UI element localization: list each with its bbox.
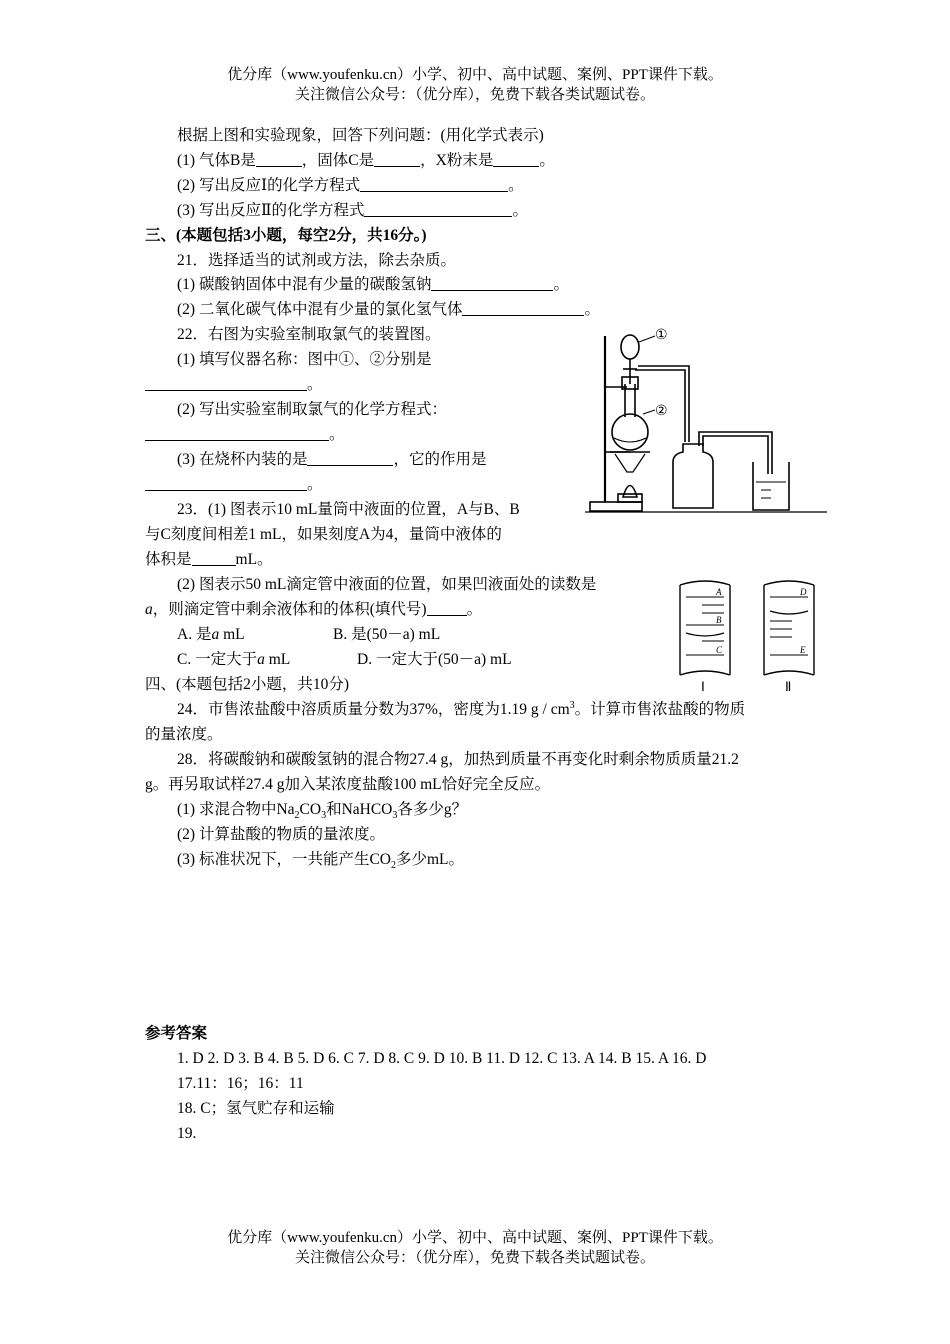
- q23-option-c: C. 一定大于a mL: [177, 651, 291, 668]
- q20-intro: 根据上图和实验现象，回答下列问题：(用化学式表示): [177, 127, 544, 144]
- q22-part3-answer: 。: [145, 474, 323, 496]
- q22-stem: 22．右图为实验室制取氯气的装置图。: [177, 326, 441, 343]
- label-2: ②: [655, 403, 668, 419]
- q23-option-b: B. 是(50－a) mL: [333, 626, 441, 643]
- q20-part2: (2) 写出反应Ⅰ的化学方程式 。: [177, 177, 524, 194]
- header-line-2: 关注微信公众号：（优分库），免费下载各类试题试卷。: [294, 87, 655, 103]
- mark-d: D: [800, 587, 807, 597]
- answers-title: 参考答案: [145, 1025, 208, 1042]
- q28-line2: g。再另取试样27.4 g加入某浓度盐酸100 mL恰好完全反应。: [145, 776, 551, 793]
- q23-option-a: A. 是a mL: [177, 626, 245, 643]
- q24-line1: 24．市售浓盐酸中溶质质量分数为37%，密度为1.19 g / $cm^3$。计算市售浓盐酸的物质: [177, 699, 746, 718]
- mark-e: E: [800, 645, 806, 655]
- mark-b: B: [716, 615, 722, 625]
- q23-line4: (2) 图表示50 mL滴定管中液面的位置，如果凹液面处的读数是: [177, 576, 597, 593]
- footer-line-2: 关注微信公众号：（优分库），免费下载各类试题试卷。: [294, 1250, 655, 1266]
- measuring-figure: [672, 575, 832, 695]
- q21-part2: (2) 二氧化碳气体中混有少量的氯化氢气体 。: [177, 301, 600, 318]
- q28-line1: 28．将碳酸钠和碳酸氢钠的混合物27.4 g，加热到质量不再变化时剩余物质质量21.2: [177, 751, 739, 768]
- figure-label-ii: Ⅱ: [785, 679, 792, 694]
- chlorine-apparatus-figure: [585, 322, 830, 517]
- q24-line2: 的量浓度。: [145, 726, 223, 743]
- answers-line1: 1. D 2. D 3. B 4. B 5. D 6. C 7. D 8. C 9. D 10. B 11. D 12. C 13. A 14. B 15. A 16. D: [177, 1050, 707, 1067]
- q23-line2: 与C刻度间相差1 mL，如果刻度A为4，量筒中液体的: [145, 526, 502, 543]
- q22-part1: (1) 填写仪器名称：图中①、②分别是: [177, 351, 432, 368]
- q22-part1-answer: 。: [145, 374, 323, 396]
- q23-line1: 23．(1) 图表示10 mL量筒中液面的位置，A与B、B: [177, 501, 520, 518]
- q28-part3: (3) 标准状况下，一共能产生$CO_2$多少mL。: [177, 851, 465, 872]
- q23-option-d: D. 一定大于(50－a) mL: [357, 651, 512, 668]
- q23-line5: a，则滴定管中剩余液体和的体积(填代号) 。: [145, 601, 483, 618]
- answers-line3: 18. C；氢气贮存和运输: [177, 1100, 335, 1117]
- label-1: ①: [655, 327, 668, 343]
- mark-a: A: [716, 587, 722, 597]
- q21-part1: (1) 碳酸钠固体中混有少量的碳酸氢钠 。: [177, 276, 569, 293]
- section-4-title: 四、(本题包括2小题，共10分): [145, 676, 350, 693]
- q22-part2-answer: 。: [145, 424, 345, 446]
- q20-part1: (1) 气体B是 ，固体C是 ，X粉末是 。: [177, 152, 555, 169]
- mark-c: C: [716, 645, 723, 655]
- q28-part1: (1) 求混合物中$Na_2CO_3$和NaHCO$_3$各多少g？: [177, 801, 468, 822]
- q23-line3: 体积是 mL。: [145, 551, 273, 568]
- q22-part3: (3) 在烧杯内装的是 ，它的作用是: [177, 451, 487, 468]
- answers-line4: 19.: [177, 1125, 197, 1142]
- q21-stem: 21．选择适当的试剂或方法，除去杂质。: [177, 252, 457, 269]
- answers-line2: 17.11：16；16：11: [177, 1075, 304, 1092]
- header-line-1: 优分库（www.youfenku.cn）小学、初中、高中试题、案例、PPT课件下载。: [227, 67, 723, 83]
- footer-line-1: 优分库（www.youfenku.cn）小学、初中、高中试题、案例、PPT课件下载。: [227, 1230, 723, 1246]
- q28-part2: (2) 计算盐酸的物质的量浓度。: [177, 826, 385, 843]
- q22-part2: (2) 写出实验室制取氯气的化学方程式：: [177, 401, 447, 418]
- figure-label-i: Ⅰ: [701, 679, 705, 694]
- section-3-title: 三、(本题包括3小题，每空2分，共16分。): [145, 227, 427, 244]
- q20-part3: (3) 写出反应Ⅱ的化学方程式 。: [177, 202, 528, 219]
